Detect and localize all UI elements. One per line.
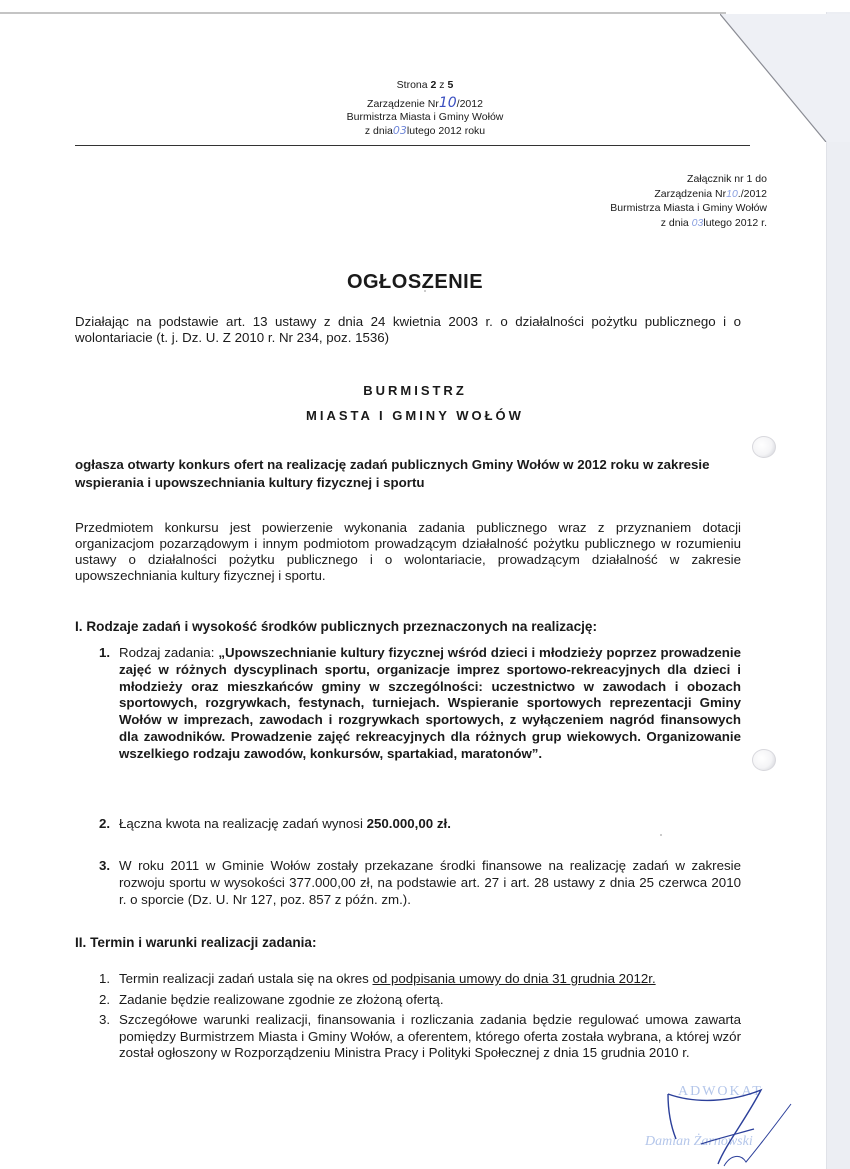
issuer: Burmistrza Miasta i Gminy Wołów	[346, 111, 504, 123]
section-1-item: 2. Łączna kwota na realizację zadań wynosi 250.000,00 zł.	[99, 816, 451, 831]
page-number: Strona 2 z 5	[396, 79, 454, 91]
scan-top-edge	[0, 12, 726, 14]
section-2-list	[99, 971, 741, 1066]
section-2-item: 1. Termin realizacji zadań ustala się na okres od podpisania umowy do dnia 31 grudnia 2012r.	[99, 971, 656, 986]
competition-subject: Przedmiotem konkursu jest powierzenie wykonania zadania publicznego wraz z przyznaniem dotacji organizacjom pozarządowym i innym podmiotom prowadzącym działalność pożytku publicznego w rozumieniu ustawy o działalności pożytku publicznego i o wolontariacie, prowadzącym działalność w zakresie upowszechniania kultury fizycznej i sportu.	[75, 520, 741, 583]
stamp-name: Damian Żarnowski	[645, 1134, 753, 1149]
order-number: Zarządzenie Nr10/2012	[367, 95, 483, 111]
lawyer-stamp	[645, 1084, 800, 1164]
section-2-item: 2. Zadanie będzie realizowane zgodnie ze złożoną ofertą.	[99, 991, 444, 1007]
handwritten-day: 03	[392, 124, 407, 137]
announcement: ogłasza otwarty konkurs ofert na realizację zadań publicznych Gminy Wołów w 2012 roku w zakresie wspierania i upowszechniania kultury fizycznej i sportu	[75, 457, 710, 490]
total-amount: 250.000,00 zł.	[366, 816, 451, 831]
authority-line-2: MIASTA I GMINY WOŁÓW	[306, 408, 524, 423]
section-1-item: 1. Rodzaj zadania: „Upowszechnianie kultury fizycznej wśród dzieci i młodzieży poprzez prowadzenie zajęć w różnych dyscyplinach sportu, organizacje imprez sportowo-rekreacyjnych dla dzieci i młodzieży oraz mieszkańców gminy w szczególności: uczestnictwo w zawodach i obozach sportowych, rozgrywkach, festynach, turniejach. Wspieranie sportowych reprezentacji Gminy Wołów w imprezach, zawodach i rozgrywkach sportowych, z wyłączeniem nagród finansowych dla zawodników. Prowadzenie zajęć rekreacyjnych dla różnych grup wiekowych. Organizowanie wszelkiego rodzaju zawodów, konkursów, spartakiad, maratonów”.	[99, 645, 741, 761]
term-period: od podpisania umowy do dnia 31 grudnia 2012r.	[372, 971, 656, 986]
stamp-title: ADWOKAT	[678, 1084, 763, 1099]
scan-margin-strip	[826, 12, 850, 1169]
attachment-reference: Załącznik nr 1 do Zarządzenia Nr10./2012 Burmistrza Miasta i Gminy Wołów z dnia 03lutego 2012 r.	[610, 173, 767, 229]
section-1-item: 3. W roku 2011 w Gminie Wołów zostały przekazane środki finansowe na realizację zadań w zakresie rozwoju sportu w wysokości 377.000,00 zł, na podstawie art. 27 i art. 28 ustawy z dnia 25 czerwca 2010 r. o sporcie (Dz. U. Nr 127, poz. 857 z późn. zm.).	[99, 858, 741, 907]
document-title: OGŁOSZENIE	[346, 271, 484, 293]
handwritten-day: 03	[691, 216, 704, 229]
signature-icon	[646, 1084, 806, 1169]
handwritten-number: 10	[726, 187, 738, 200]
punch-hole-icon	[752, 749, 776, 771]
header-divider	[75, 145, 750, 146]
scan-speck	[660, 834, 662, 836]
authority-line-1: BURMISTRZ	[363, 383, 467, 398]
order-date: z dnia03lutego 2012 roku	[364, 124, 486, 137]
punch-hole-icon	[752, 436, 776, 458]
page-header	[300, 79, 550, 138]
handwritten-number: 10	[438, 95, 457, 111]
section-2-item: 3. Szczegółowe warunki realizacji, finansowania i rozliczania zadania będzie regulować umowa zawarta pomiędzy Burmistrzem Miasta i Gminy Wołów, a oferentem, którego oferta została wybrana, a której wzór został ogłoszony w Rozporządzeniu Ministra Pracy i Polityki Społecznej z dnia 15 grudnia 2010 r.	[99, 1012, 741, 1060]
section-1-heading: I. Rodzaje zadań i wysokość środków publicznych przeznaczonych na realizację:	[75, 619, 597, 634]
legal-basis: Działając na podstawie art. 13 ustawy z dnia 24 kwietnia 2003 r. o działalności pożytku publicznego i o wolontariacie (t. j. Dz. U. Z 2010 r. Nr 234, poz. 1536)	[75, 314, 741, 345]
folded-corner	[720, 12, 850, 142]
section-2-heading: II. Termin i warunki realizacji zadania:	[75, 935, 317, 950]
